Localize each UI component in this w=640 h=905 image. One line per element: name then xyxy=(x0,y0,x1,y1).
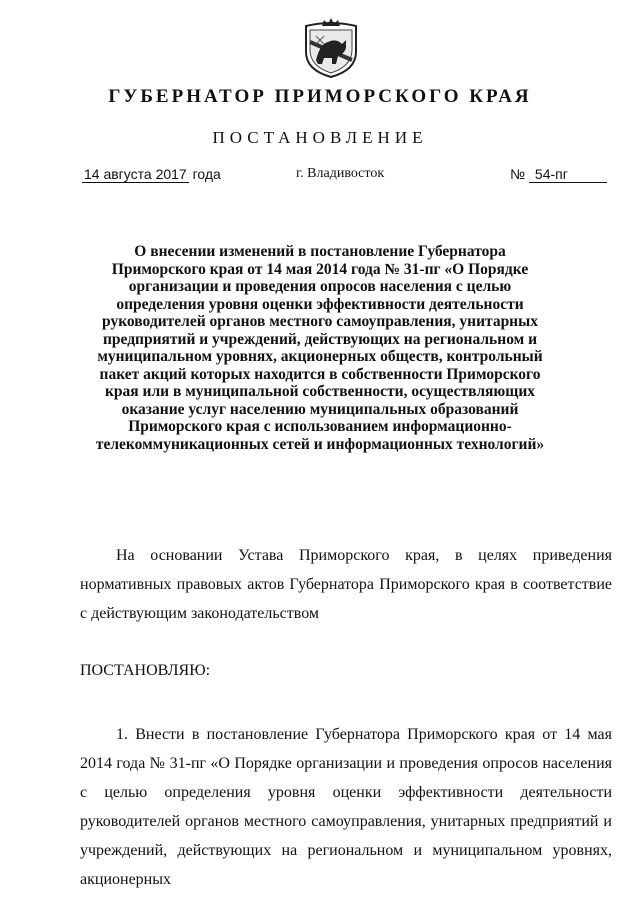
document-number xyxy=(510,166,607,183)
document-type: ПОСТАНОВЛЕНИЕ xyxy=(212,128,428,147)
number-value: 54-пг xyxy=(529,166,607,183)
document-heading: О внесении изменений в постановление Губернатора Приморского края от 14 мая 2014 года № 31-пг «О Порядке организации и проведения опросов населения с целью определения уровня оценки эффективности деятельности руководителей органов местного самоуправления, унитарных предприятий и учреждений, действующих на региональном и муниципальном уровнях, акционерных обществ, контрольный пакет акций которых находится в собственности Приморского края или в муниципальной собственности, осуществляющих оказание услуг населению муниципальных образований Приморского края с использованием информационно-телекоммуникационных сетей и информационных технологий» xyxy=(95,243,545,453)
document-city: г. Владивосток xyxy=(296,166,385,181)
decree-word: ПОСТАНОВЛЯЮ: xyxy=(80,662,211,679)
item-1-paragraph: 1. Внести в постановление Губернатора Приморского края от 14 мая 2014 года № 31-пг «О Порядке организации и проведения опросов населения с целью определения уровня оценки эффективности деятельности руководителей органов местного самоуправления, унитарных предприятий и учреждений, действующих на региональном и муниципальном уровнях, акционерных xyxy=(80,726,612,888)
document-date xyxy=(82,166,221,182)
coat-of-arms-emblem xyxy=(302,16,360,80)
date-value: 14 августа 2017 xyxy=(84,166,187,182)
number-prefix: № xyxy=(510,166,526,182)
date-suffix: года xyxy=(192,166,221,182)
governor-title: ГУБЕРНАТОР ПРИМОРСКОГО КРАЯ xyxy=(108,86,532,107)
preamble-paragraph: На основании Устава Приморского края, в целях приведения нормативных правовых актов Губернатора Приморского края в соответствие с действующим законодательством xyxy=(80,547,612,622)
